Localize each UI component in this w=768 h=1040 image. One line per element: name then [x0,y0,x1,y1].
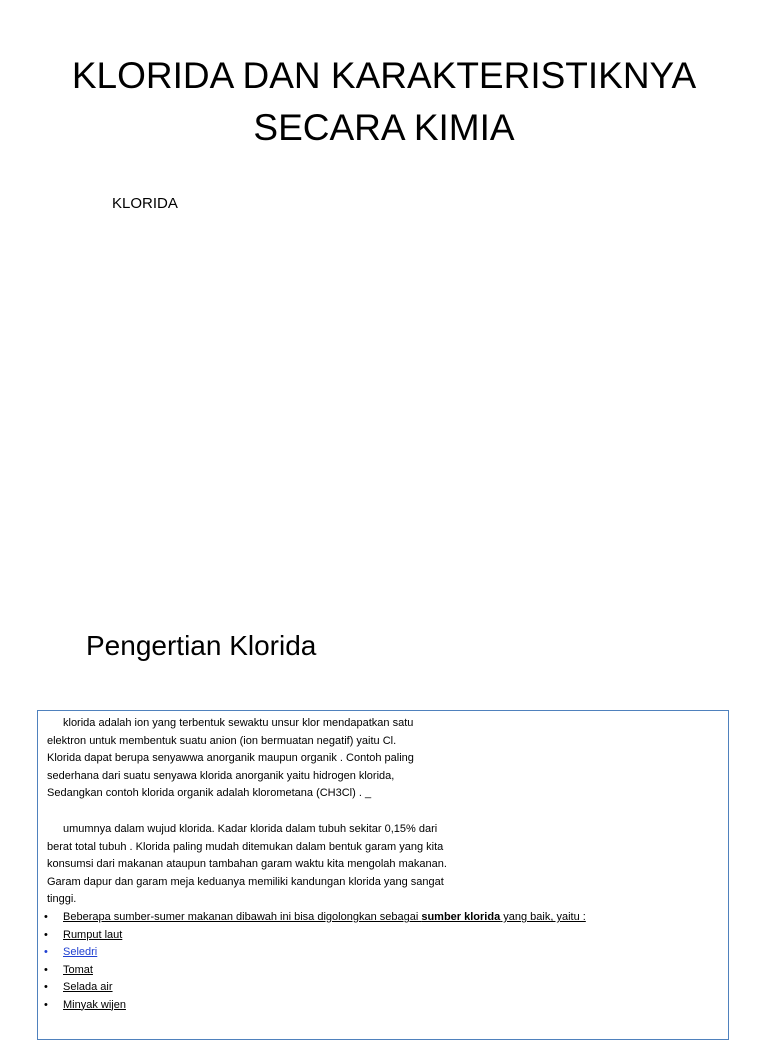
sources-intro [44,909,586,927]
paragraph-definition [47,715,487,803]
paragraph-line: elektron untuk membentuk suatu anion (ion bermuatan negatif) yaitu Cl. [47,734,397,747]
chloride-sources-list [44,909,586,1014]
paragraph-line: konsumsi dari makanan ataupun tambahan garam waktu kita mengolah makanan. [47,858,447,870]
paragraph-line: umumnya dalam wujud klorida. Kadar klorida dalam tubuh sekitar 0,15% dari [63,823,438,835]
sources-intro-bold: sumber klorida [421,911,501,923]
paragraph-line: berat total tubuh . Klorida paling mudah ditemukan dalam bentuk garam yang kita [47,840,444,853]
list-item[interactable]: • Tomat [44,962,586,980]
paragraph-line: klorida adalah ion yang terbentuk sewaktu unsur klor mendapatkan satu [63,717,414,729]
paragraph-line: Sedangkan contoh klorida organik adalah klorometana (CH3Cl) . _ [47,787,372,799]
sources-intro-text: Beberapa sumber-sumer makanan dibawah ini bisa digolongkan sebagai [63,911,422,923]
paragraph-line: tinggi. [47,893,77,905]
paragraph-line: sederhana dari suatu senyawa klorida anorganik yaitu hidrogen klorida, [47,769,395,782]
list-item[interactable]: • Rumput laut [44,927,586,945]
list-item-link[interactable]: • Seledri [44,944,586,962]
paragraph-line: Klorida dapat berupa senyawwa anorganik maupun organik . Contoh paling [47,752,414,764]
paragraph-body-content [47,821,487,909]
title-line-1: KLORIDA DAN KARAKTERISTIKNYA [71,55,697,96]
title-line-2: SECARA KIMIA [253,107,515,148]
page-title [0,50,768,154]
paragraph-line: Garam dapur dan garam meja keduanya memiliki kandungan klorida yang sangat [47,875,444,888]
sources-intro-end: yang baik, yaitu : [500,911,586,923]
content-text-box [37,710,729,1040]
list-item[interactable]: • Selada air [44,979,586,997]
subheading: KLORIDA [112,195,178,212]
list-item[interactable]: • Minyak wijen [44,997,586,1015]
section-heading: Pengertian Klorida [86,630,317,661]
